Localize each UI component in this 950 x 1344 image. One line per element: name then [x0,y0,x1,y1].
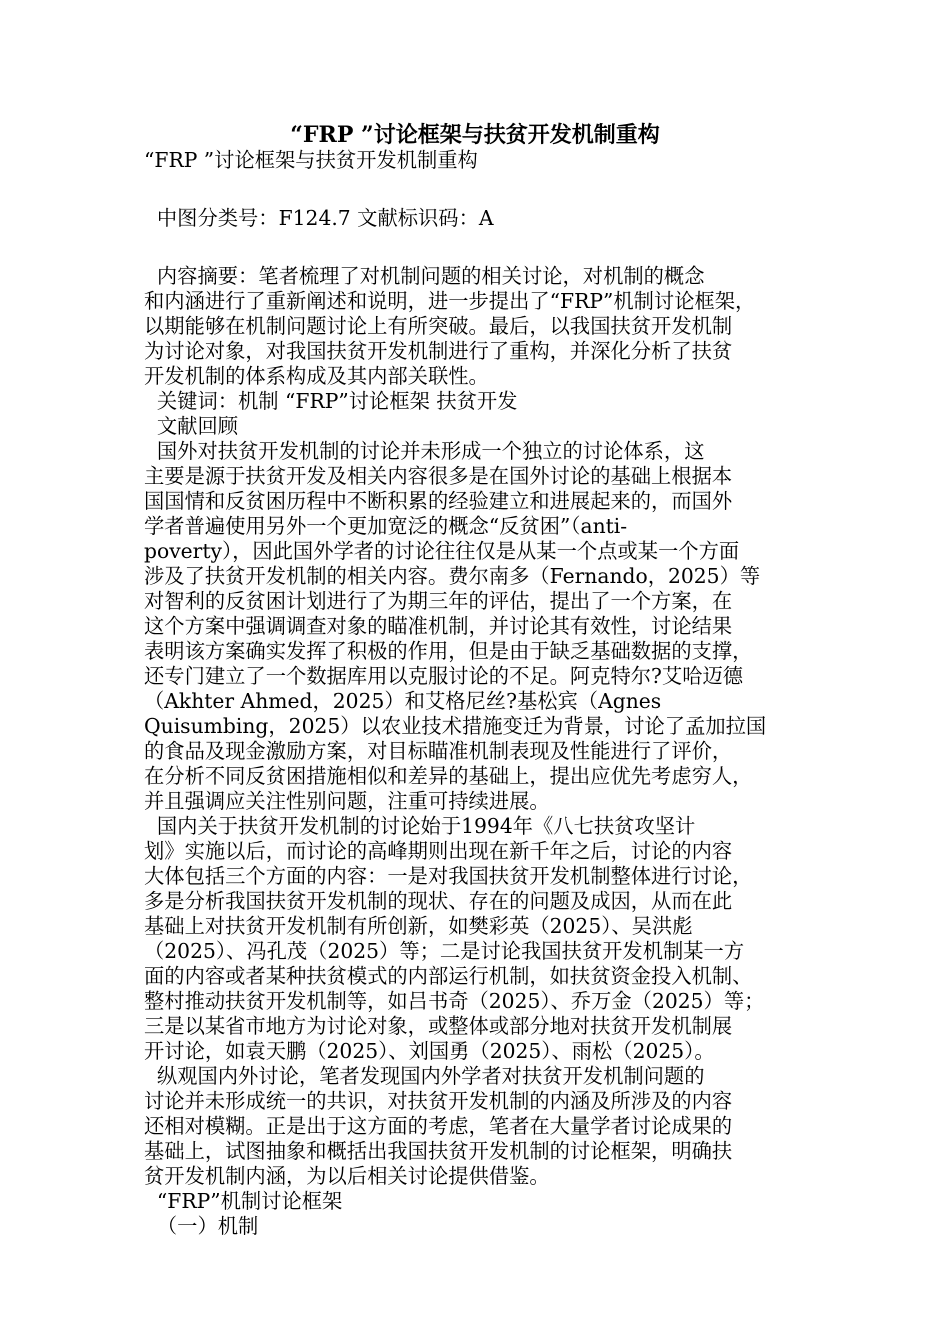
text-line: 为讨论对象，对我国扶贫开发机制进行了重构，并深化分析了扶贫 [144,339,733,363]
text-line: 还专门建立了一个数据库用以克服讨论的不足。阿克特尔?艾哈迈德 [144,664,744,688]
text-line: 开讨论，如袁天鹏（2025）、刘国勇（2025）、雨松（2025）。 [144,1039,715,1063]
paragraph-domestic-research [144,814,812,1064]
text-line: 表明该方案确实发挥了积极的作用，但是由于缺乏基础数据的支撑， [144,639,753,663]
text-line: 整村推动扶贫开发机制等，如吕书奇（2025）、乔万金（2025）等； [144,989,765,1013]
section-heading-frp: “FRP”机制讨论框架 [144,1189,343,1213]
text-line: 国国情和反贫困历程中不断积累的经验建立和进展起来的，而国外 [144,489,733,513]
text-line: 并且强调应关注性别问题，注重可持续进展。 [144,789,550,813]
subsection-heading-mechanism: （一）机制 [144,1214,259,1238]
document-title: “FRP ”讨论框架与扶贫开发机制重构 [290,122,660,148]
text-line: 这个方案中强调调查对象的瞄准机制，并讨论其有效性，讨论结果 [144,614,733,638]
keywords-line: 关键词：机制 “FRP”讨论框架 扶贫开发 [144,389,518,413]
text-line: 开发机制的体系构成及其内部关联性。 [144,364,489,388]
text-line: 以期能够在机制问题讨论上有所突破。最后，以我国扶贫开发机制 [144,314,733,338]
text-line: 基础上对扶贫开发机制有所创新，如樊彩英（2025）、吴洪彪 [144,914,693,938]
text-line: 面的内容或者某种扶贫模式的内部运行机制，如扶贫资金投入机制、 [144,964,753,988]
text-line: 贫开发机制内涵，为以后相关讨论提供借鉴。 [144,1164,550,1188]
classification-line: 中图分类号：F124.7 文献标识码：A [144,206,494,230]
text-line: 国内关于扶贫开发机制的讨论始于1994年《八七扶贫攻坚计 [144,814,696,838]
text-line: 讨论并未形成统一的共识，对扶贫开发机制的内涵及所涉及的内容 [144,1089,733,1113]
text-line: 多是分析我国扶贫开发机制的现状、存在的问题及成因，从而在此 [144,889,733,913]
text-line: 内容摘要：笔者梳理了对机制问题的相关讨论，对机制的概念 [144,264,705,288]
text-line: poverty），因此国外学者的讨论往往仅是从某一个点或某一个方面 [144,539,740,563]
text-line: 涉及了扶贫开发机制的相关内容。费尔南多（Fernando，2025）等 [144,564,761,588]
document-body [144,148,812,1239]
text-line: 划》实施以后，而讨论的高峰期则出现在新千年之后，讨论的内容 [144,839,733,863]
text-line: 和内涵进行了重新阐述和说明，进一步提出了“FRP”机制讨论框架， [144,289,756,313]
text-line: 在分析不同反贫困措施相似和差异的基础上，提出应优先考虑穷人， [144,764,753,788]
paragraph-foreign-research [144,439,812,814]
text-line: 三是以某省市地方为讨论对象，或整体或部分地对扶贫开发机制展 [144,1014,733,1038]
section-heading-review: 文献回顾 [144,414,239,438]
text-line: 对智利的反贫困计划进行了为期三年的评估，提出了一个方案，在 [144,589,733,613]
paragraph-overview [144,1064,812,1189]
text-line: Quisumbing，2025）以农业技术措施变迁为背景，讨论了孟加拉国 [144,714,767,738]
text-line: 纵观国内外讨论，笔者发现国内外学者对扶贫开发机制问题的 [144,1064,705,1088]
text-line: 学者普遍使用另外一个更加宽泛的概念“反贫困”（anti- [144,514,628,538]
text-line: 国外对扶贫开发机制的讨论并未形成一个独立的讨论体系，这 [144,439,705,463]
text-line: （Akhter Ahmed，2025）和艾格尼丝?基松宾（Agnes [144,689,662,713]
document-subtitle: “FRP ”讨论框架与扶贫开发机制重构 [144,148,478,172]
abstract-paragraph [144,264,812,389]
text-line: 主要是源于扶贫开发及相关内容很多是在国外讨论的基础上根据本 [144,464,733,488]
text-line: （2025）、冯孔茂（2025）等；二是讨论我国扶贫开发机制某一方 [144,939,745,963]
text-line: 大体包括三个方面的内容：一是对我国扶贫开发机制整体进行讨论， [144,864,753,888]
text-line: 基础上，试图抽象和概括出我国扶贫开发机制的讨论框架，明确扶 [144,1139,733,1163]
text-line: 还相对模糊。正是出于这方面的考虑，笔者在大量学者讨论成果的 [144,1114,733,1138]
text-line: 的食品及现金激励方案，对目标瞄准机制表现及性能进行了评价， [144,739,733,763]
